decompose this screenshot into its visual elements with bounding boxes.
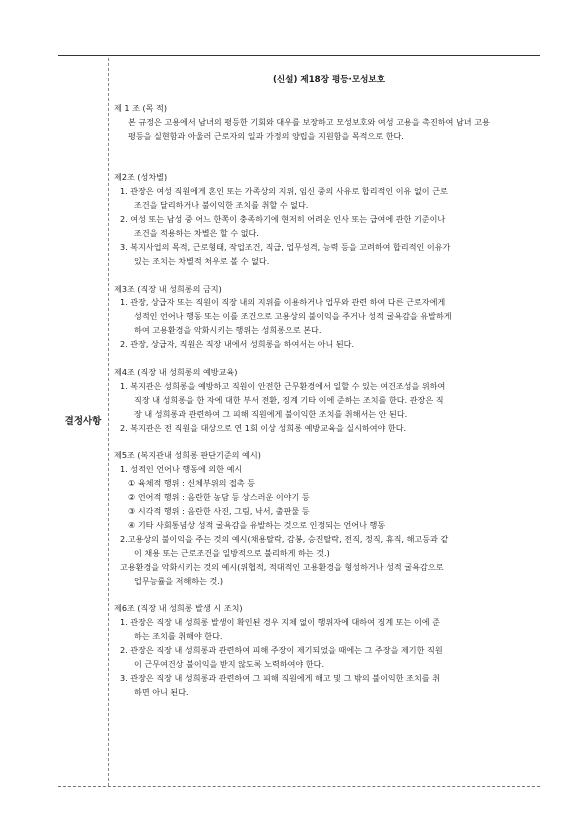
article-5-item: 1. 성적인 언어나 행동에 의한 예시 bbox=[120, 464, 243, 475]
article-5-item: 2.고용상의 불이익을 주는 것의 예시(채용탈락, 감봉, 승진탈락, 전직, 정직, 휴직, 해고등과 같 bbox=[120, 533, 449, 544]
top-rule bbox=[58, 55, 540, 56]
document-body bbox=[114, 74, 544, 700]
article-6-item: 이 근무여건상 불이익을 받지 않도록 노력하여야 한다. bbox=[134, 658, 325, 669]
article-4-item: 2. 복지관은 전 직원을 대상으로 연 1회 이상 성희롱 예방교육을 실시하여야 한다. bbox=[120, 422, 407, 433]
article-4-item: 직장 내 성희롱을 한 자에 대한 부서 전환, 징계 기타 이에 준하는 조치를 한다. 관장은 직 bbox=[134, 394, 444, 405]
article-3-item: 1. 관장, 상급자 또는 직원이 직장 내의 지위를 이용하거나 업무와 관련 하여 다른 근로자에게 bbox=[120, 297, 446, 308]
article-6-item: 1. 관장은 직장 내 성희롱 발생이 확인된 경우 지체 없이 행위자에 대하여 징계 또는 이에 준 bbox=[120, 617, 440, 628]
article-6-heading: 제6조 (직장 내 성희롱 발생 시 조치) bbox=[114, 603, 243, 614]
left-column-label: 결정사항 bbox=[64, 416, 102, 427]
article-5-item: 고용환경을 악화시키는 것의 예시(위협적, 적대적인 고용환경을 형성하거나 성적 굴욕감으로 bbox=[120, 561, 444, 572]
article-4-heading: 제4조 (직장 내 성희롱의 예방교육) bbox=[114, 366, 238, 377]
article-2-item: 2. 여성 또는 남성 중 어느 한쪽이 충족하기에 현저히 어려운 인사 또는 급여에 관한 기준이나 bbox=[120, 214, 446, 225]
article-1-heading: 제 1 조 (목 적) bbox=[114, 102, 168, 113]
article-3-heading: 제3조 (직장 내 성희롱의 금지) bbox=[114, 283, 222, 294]
chapter-title: (신설) 제18장 평등·모성보호 bbox=[272, 75, 386, 85]
article-2-item: 3. 복지사업의 목적, 근로형태, 작업조건, 직급, 업무성격, 능력 등을 고려하여 합리적인 이유가 bbox=[120, 241, 451, 252]
article-6-item: 2. 관장은 직장 내 성희롱과 관련하여 피해 주장이 제기되었을 때에는 그 주장을 제기한 직원 bbox=[120, 645, 443, 656]
article-2-heading: 제2조 (성차별) bbox=[114, 172, 168, 183]
article-4-item: 1. 복지관은 성희롱을 예방하고 직원이 안전한 근무환경에서 일할 수 있는 여건조성을 위하여 bbox=[120, 380, 446, 391]
article-2-item: 조건을 달리하거나 불이익한 조치를 취할 수 없다. bbox=[134, 200, 309, 211]
article-2-item: 조건을 적용하는 차별은 할 수 없다. bbox=[134, 227, 259, 238]
article-3-item: 성적인 언어나 행동 또는 이를 조건으로 고용상의 불이익을 주거나 성적 굴욕감을 유발하게 bbox=[134, 311, 452, 322]
article-1-text: 본 규정은 고용에서 남녀의 평등한 기회와 대우를 보장하고 모성보호와 여성 고용을 촉진하여 남녀 고용 bbox=[128, 116, 490, 127]
article-4-item: 장 내 성희롱과 관련하여 그 피해 직원에게 불이익한 조치를 취해서는 안 된다. bbox=[134, 408, 408, 419]
bottom-rule bbox=[58, 786, 540, 787]
article-6-item: 하면 아니 된다. bbox=[134, 686, 189, 697]
article-3-item: 2. 관장, 상급자, 직원은 직장 내에서 성희롱을 하여서는 아니 된다. bbox=[120, 339, 355, 350]
article-3-item: 하여 고용환경을 악화시키는 행위는 성희롱으로 본다. bbox=[134, 325, 322, 336]
article-5-subitem: ② 언어적 행위 : 음란한 농담 등 상스러운 이야기 등 bbox=[128, 492, 310, 503]
article-1-text: 평등을 실현함과 아울러 근로자의 일과 가정의 양립을 지원함을 목적으로 한다. bbox=[128, 130, 404, 141]
article-5-item: 이 채용 또는 근로조건을 일방적으로 불리하게 하는 것.) bbox=[134, 547, 330, 558]
column-divider bbox=[108, 58, 109, 786]
article-6-item: 하는 조치를 취해야 한다. bbox=[134, 631, 223, 642]
article-5-subitem: ④ 기타 사회통념상 성적 굴욕감을 유발하는 것으로 인정되는 언어나 행동 bbox=[128, 519, 386, 530]
article-5-subitem: ③ 시각적 행위 : 음란한 사진, 그림, 낙서, 출판물 등 bbox=[128, 506, 310, 516]
article-5-item: 업무능률을 저해하는 것.) bbox=[134, 575, 224, 586]
article-5-heading: 제5조 (복지관내 성희롱 판단기준의 예시) bbox=[114, 450, 261, 461]
article-2-item: 있는 조치는 차별적 처우로 볼 수 없다. bbox=[134, 255, 270, 266]
article-5-subitem: ① 육체적 행위 : 신체부위의 접촉 등 bbox=[128, 478, 256, 489]
article-2-item: 1. 관장은 여성 직원에게 혼인 또는 가족상의 지위, 임신 중의 사유로 합리적인 이유 없이 근로 bbox=[120, 186, 448, 197]
article-6-item: 3. 관장은 직장 내 성희롱과 관련하여 그 피해 직원에게 해고 및 그 밖의 불이익한 조치를 취 bbox=[120, 672, 440, 683]
